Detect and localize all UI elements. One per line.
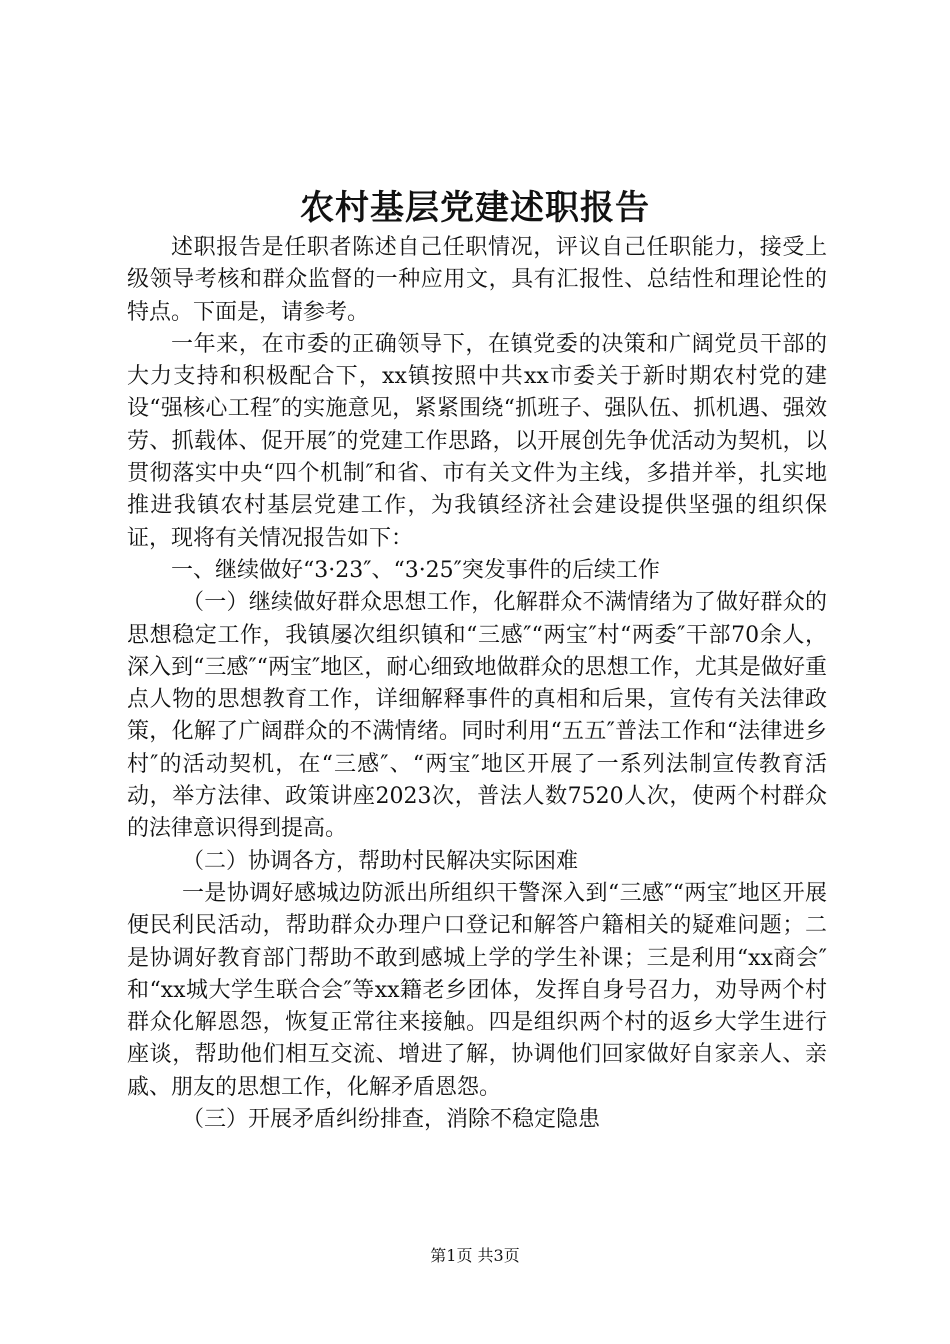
page-footer: 第1页 共3页 (430, 1246, 520, 1265)
section-heading-1: 一、继续做好“3·23″、“3·25″突发事件的后续工作 (171, 557, 660, 583)
subsection-paragraph-1: （一）继续做好群众思想工作，化解群众不满情绪为了做好群众的思想稳定工作，我镇屡次组织镇和“三感″“两宝″村“两委″干部70余人，深入到“三感″“两宝″地区，耐心细致地做群众的思想工作，尤其是做好重点人物的思想教育工作，详细解释事件的真相和后果，宣传有关法律政策，化解了广阔群众的不满情绪。同时利用“五五″普法工作和“法律进乡村″的活动契机，在“三感″、“两宝″地区开展了一系列法制宣传教育活动，举方法律、政策讲座2023次，普法人数7520人次，使两个村群众的法律意识得到提高。 (127, 590, 827, 842)
intro-paragraph: 述职报告是任职者陈述自己任职情况，评议自己任职能力，接受上级领导考核和群众监督的一种应用文，具有汇报性、总结性和理论性的特点。下面是，请参考。 (127, 235, 827, 325)
document-body (127, 232, 827, 1136)
overview-paragraph: 一年来，在市委的正确领导下，在镇党委的决策和广阔党员干部的大力支持和积极配合下，xx镇按照中共xx市委关于新时期农村党的建设“强核心工程″的实施意见，紧紧围绕“抓班子、强队伍、抓机遇、强效劳、抓载体、促开展″的党建工作思路，以开展创先争优活动为契机，以贯彻落实中央“四个机制″和省、市有关文件为主线，多措并举，扎实地推进我镇农村基层党建工作，为我镇经济社会建设提供坚强的组织保证，现将有关情况报告如下： (127, 331, 827, 551)
document-title: 农村基层党建述职报告 (300, 188, 650, 228)
subsection-paragraph-2: 一是协调好感城边防派出所组织干警深入到“三感″“两宝″地区开展便民利民活动，帮助群众办理户口登记和解答户籍相关的疑难问题；二是协调好教育部门帮助不敢到感城上学的学生补课；三是利用“xx商会″和“xx城大学生联合会″等xx籍老乡团体，发挥自身号召力，劝导两个村群众化解恩怨，恢复正常往来接触。四是组织两个村的返乡大学生进行座谈，帮助他们相互交流、增进了解，协调他们回家做好自家亲人、亲戚、朋友的思想工作，化解矛盾恩怨。 (127, 880, 827, 1100)
subsection-heading-3: （三）开展矛盾纠纷排查，消除不稳定隐患 (182, 1107, 601, 1133)
subsection-heading-2: （二）协调各方，帮助村民解决实际困难 (182, 848, 579, 874)
